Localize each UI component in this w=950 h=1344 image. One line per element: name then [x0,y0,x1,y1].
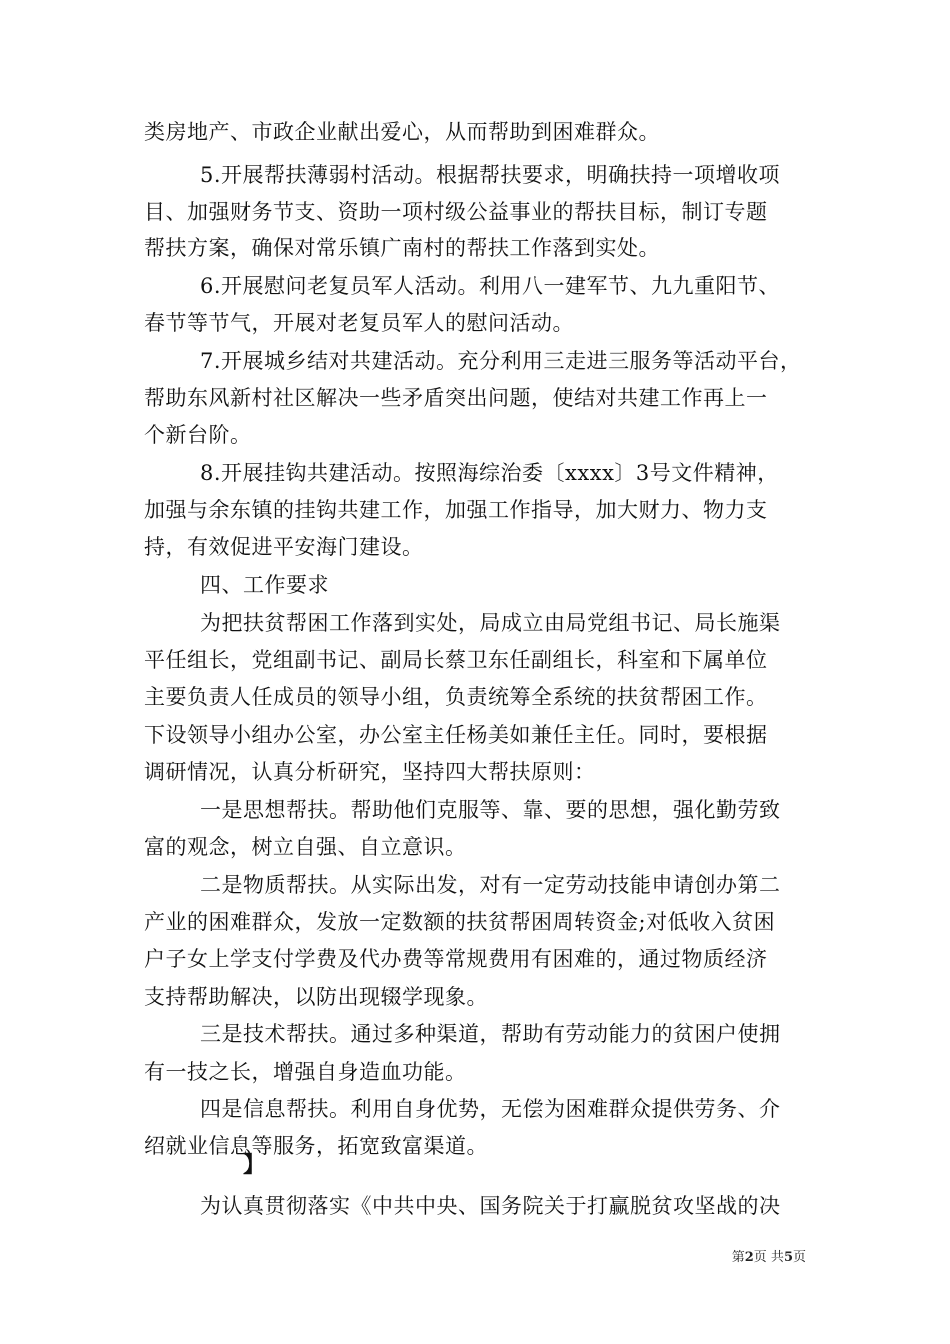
text-line: 一是思想帮扶。帮助他们克服等、靠、要的思想，强化勤劳致 [200,798,781,822]
footer-middle: 页 共 [753,1250,784,1265]
text-line: 富的观念，树立自强、自立意识。 [144,835,467,859]
text-line: 产业的困难群众，发放一定数额的扶贫帮困周转资金;对低收入贫困 [144,910,776,934]
text-line: 5.开展帮扶薄弱村活动。根据帮扶要求，明确扶持一项增收项 [200,163,781,187]
text-line: 主要负责人任成员的领导小组，负责统筹全系统的扶贫帮困工作。 [144,685,768,709]
total-pages-number: 5 [783,1250,793,1265]
current-page-number: 2 [744,1250,754,1265]
text-line: 春节等节气，开展对老复员军人的慰问活动。 [144,311,574,335]
text-line: 7.开展城乡结对共建活动。充分利用三走进三服务等活动平台， [200,349,802,373]
section-heading: 四、工作要求 [200,573,329,597]
text-line: 帮助东风新村社区解决一些矛盾突出问题，使结对共建工作再上一 [144,386,768,410]
text-line: 为认真贯彻落实《中共中央、国务院关于打赢脱贫攻坚战的决 [200,1194,781,1218]
footer-suffix: 页 [792,1250,806,1265]
text-line: 8.开展挂钩共建活动。按照海综治委〔xxxx〕3号文件精神， [200,461,779,485]
text-line: 绍就业信息等服务，拓宽致富渠道。 [144,1134,488,1158]
text-line: 持，有效促进平安海门建设。 [144,535,424,559]
text-line: 6.开展慰问老复员军人活动。利用八一建军节、九九重阳节、 [200,274,781,298]
text-line: 加强与余东镇的挂钩共建工作，加强工作指导，加大财力、物力支 [144,498,768,522]
text-line: 有一技之长，增强自身造血功能。 [144,1060,467,1084]
text-line: 下设领导小组办公室，办公室主任杨美如兼任主任。同时，要根据 [144,723,768,747]
text-line: 调研情况，认真分析研究，坚持四大帮扶原则： [144,760,596,784]
text-line: 户子女上学支付学费及代办费等常规费用有困难的，通过物质经济 [144,947,768,971]
text-line: 支持帮助解决，以防出现辍学现象。 [144,985,488,1009]
text-line: 平任组长，党组副书记、副局长蔡卫东任副组长，科室和下属单位 [144,648,768,672]
text-line: 为把扶贫帮困工作落到实处，局成立由局党组书记、局长施渠 [200,611,781,635]
text-line: 类房地产、市政企业献出爱心，从而帮助到困难群众。 [144,120,660,144]
footer-prefix: 第 [731,1250,745,1265]
text-line: 帮扶方案，确保对常乐镇广南村的帮扶工作落到实处。 [144,236,660,260]
text-line: 目、加强财务节支、资助一项村级公益事业的帮扶目标，制订专题 [144,200,768,224]
closing-bracket: 】 [243,1152,266,1178]
text-line: 个新台阶。 [144,423,252,447]
text-line: 三是技术帮扶。通过多种渠道，帮助有劳动能力的贫困户使拥 [200,1022,781,1046]
text-line: 四是信息帮扶。利用自身优势，无偿为困难群众提供劳务、介 [200,1097,781,1121]
page-footer [732,1249,806,1267]
text-line: 二是物质帮扶。从实际出发，对有一定劳动技能申请创办第二 [200,873,781,897]
